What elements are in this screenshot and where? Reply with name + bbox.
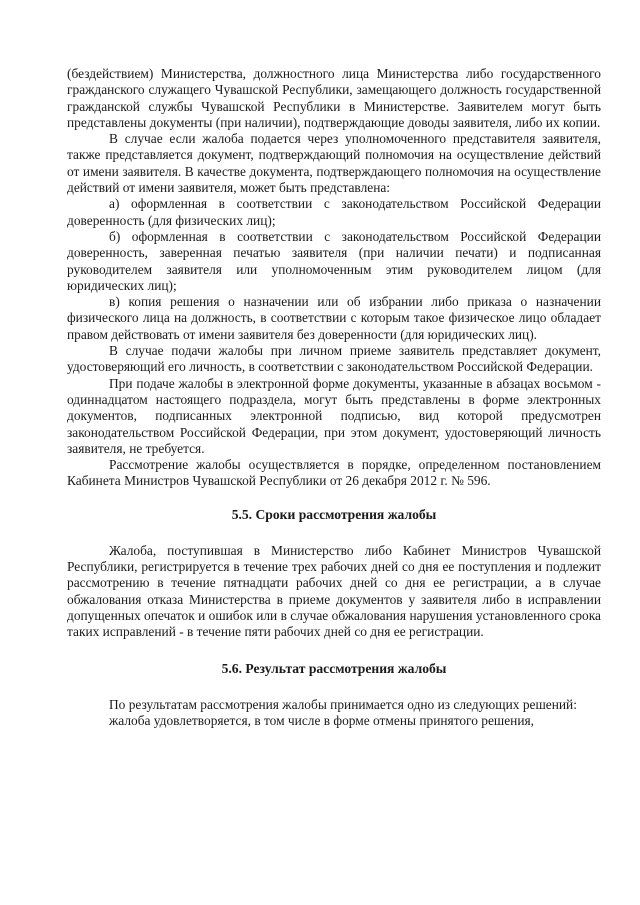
paragraph-representative: В случае если жалоба подается через уполномоченного представителя заявителя, также представляется документ, подтверждающий полномочия на осуществление действий от имени заявителя. В качестве документа, подтверждающего полномочия на осуществление действий от имени заявителя, может быть представлена: — [67, 131, 601, 196]
section-heading-5-6: 5.6. Результат рассмотрения жалобы — [221, 660, 447, 676]
list-item-b: б) оформленная в соответствии с законодательством Российской Федерации доверенность, заверенная печатью заявителя (при наличии печати) и подписанная руководителем заявителя или уполномоченным этим руководителем лицом (для юридических лиц); — [67, 228, 601, 293]
paragraph-consideration-order: Рассмотрение жалобы осуществляется в порядке, определенном постановлением Кабинета Министров Чувашской Республики от 26 декабря 2012 г. № 596. — [67, 457, 601, 489]
paragraph-electronic-form: При подаче жалобы в электронной форме документы, указанные в абзацах восьмом - одиннадцатом настоящего подраздела, могут быть представлены в форме электронных документов, подписанных электронной подписью, вид которой предусмотрен законодательством Российской Федерации, при этом документ, удостоверяющий личность заявителя, не требуется. — [67, 375, 601, 456]
section-heading-5-5: 5.5. Сроки рассмотрения жалобы — [231, 506, 437, 522]
paragraph-continuation: (бездействием) Министерства, должностного лица Министерства либо государственного гражданского служащего Чувашской Республики, замещающего должность государственной гражданской службы Чувашской Республики в Министерстве. Заявителем могут быть представлены документы (при наличии), подтверждающие доводы заявителя, либо их копии. — [67, 66, 601, 130]
list-item-c: в) копия решения о назначении или об избрании либо приказа о назначении физического лица на должность, в соответствии с которым такое физическое лицо обладает правом действовать от имени заявителя без доверенности (для юридических лиц). — [67, 294, 601, 342]
paragraph-complaint-satisfied: жалоба удовлетворяется, в том числе в форме отмены принятого решения, — [109, 712, 534, 728]
document-page — [67, 66, 601, 729]
paragraph-personal-reception: В случае подачи жалобы при личном приеме заявитель представляет документ, удостоверяющий его личность, в соответствии с законодательством Российской Федерации. — [67, 343, 601, 375]
list-item-a: а) оформленная в соответствии с законодательством Российской Федерации доверенность (для физических лиц); — [67, 196, 601, 228]
paragraph-decisions: По результатам рассмотрения жалобы принимается одно из следующих решений: — [109, 696, 577, 712]
paragraph-terms: Жалоба, поступившая в Министерство либо Кабинет Министров Чувашской Республики, регистрируется в течение трех рабочих дней со дня ее поступления и подлежит рассмотрению в течение пятнадцати рабочих дней со дня ее регистрации, а в случае обжалования отказа Министерства в приеме документов у заявителя либо в исправлении допущенных опечаток и ошибок или в случае обжалования нарушения установленного срока таких исправлений - в течение пяти рабочих дней со дня ее регистрации. — [67, 542, 601, 640]
